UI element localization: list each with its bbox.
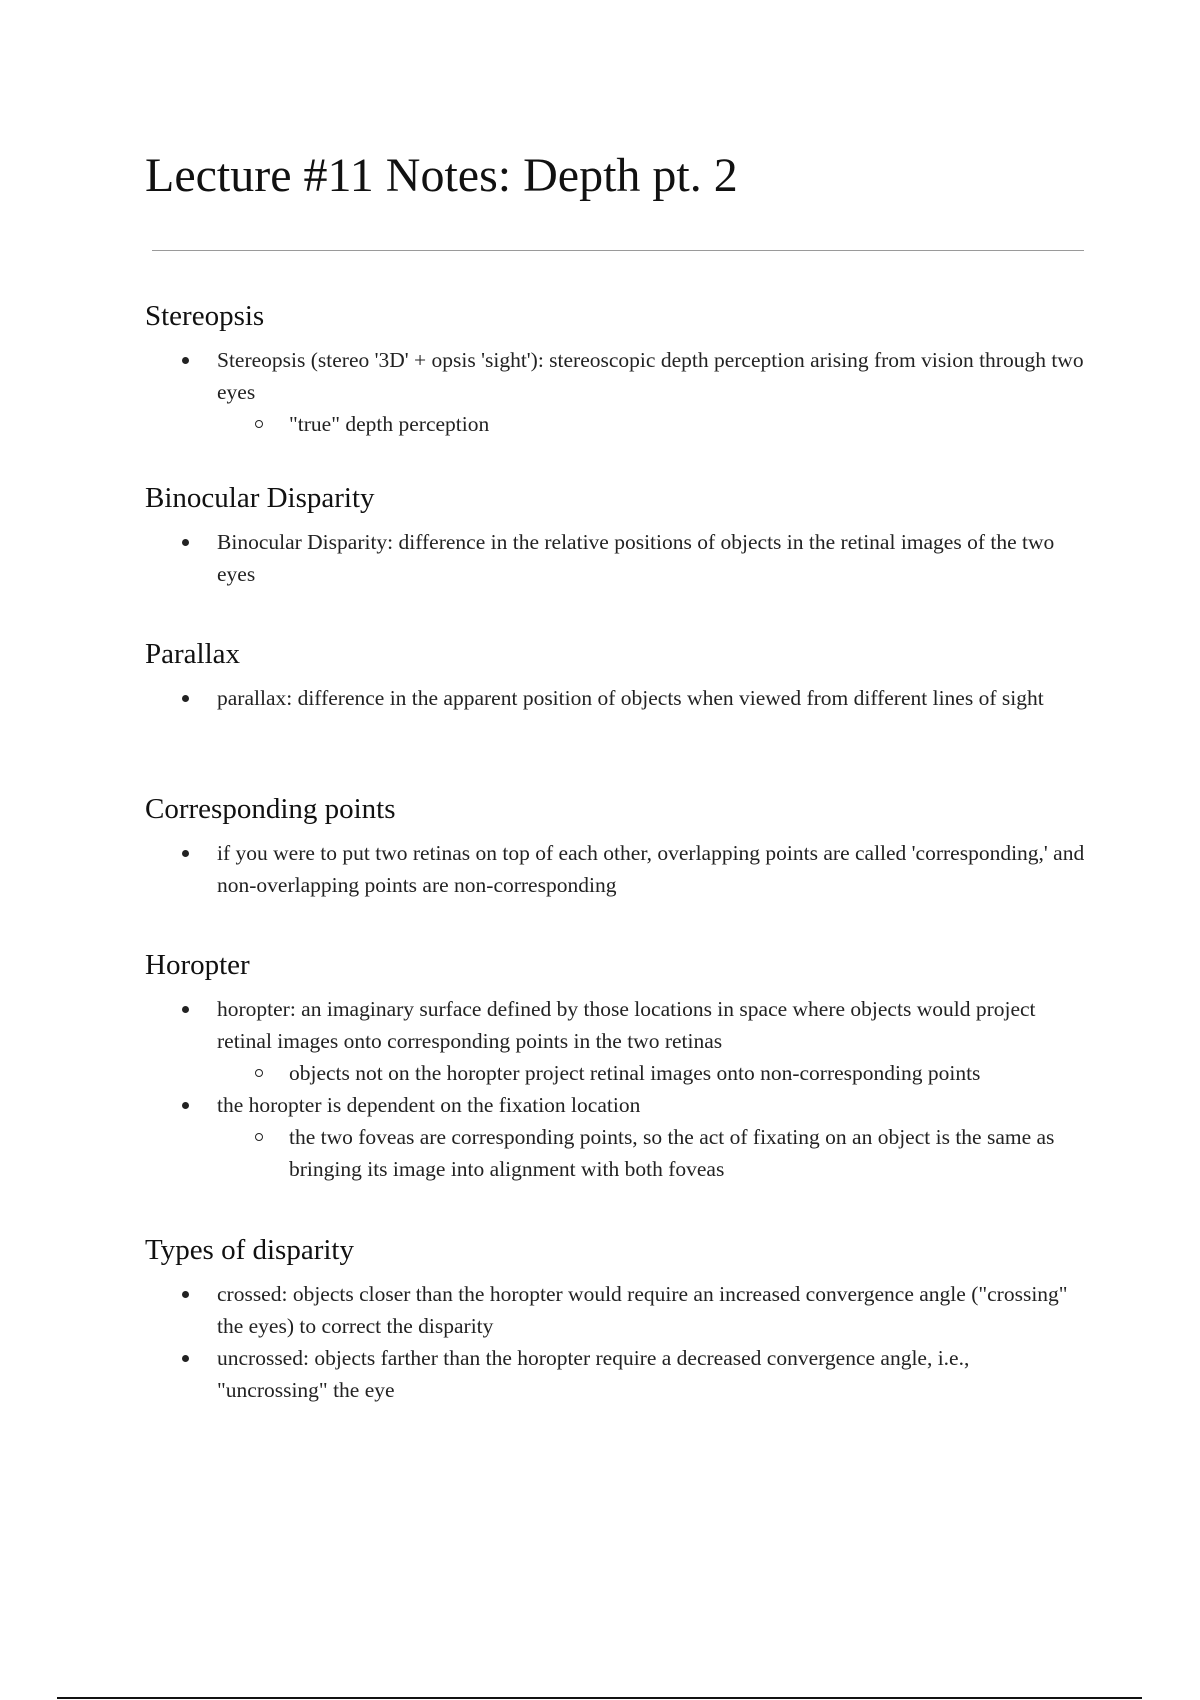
list-item <box>145 682 1085 714</box>
section-heading: Binocular Disparity <box>145 482 375 514</box>
hollow-bullet-icon <box>255 1133 263 1141</box>
bullet-list <box>145 344 1085 440</box>
bullet-icon <box>182 539 189 546</box>
list-item-text: uncrossed: objects farther than the horopter require a decreased convergence angle, i.e., "uncrossing" the eye <box>217 1346 970 1402</box>
list-item <box>145 993 1085 1089</box>
sub-list-item-text: objects not on the horopter project retinal images onto non-corresponding points <box>289 1061 981 1085</box>
list-item <box>145 1342 1085 1406</box>
list-item-text: the horopter is dependent on the fixation location <box>217 1093 641 1117</box>
sub-list-item-text: "true" depth perception <box>289 412 490 436</box>
hollow-bullet-icon <box>255 1069 263 1077</box>
list-item-text: Stereopsis (stereo '3D' + opsis 'sight'): stereoscopic depth perception arising from vision through two eyes <box>217 348 1084 404</box>
page-bottom-rule <box>57 1697 1142 1699</box>
list-item-text: parallax: difference in the apparent position of objects when viewed from different lines of sight <box>217 686 1044 710</box>
list-item <box>145 526 1085 590</box>
sub-bullet-list <box>217 1057 1085 1089</box>
title-divider <box>152 250 1084 251</box>
sub-bullet-list <box>217 408 1085 440</box>
section-heading: Stereopsis <box>145 300 265 332</box>
section-heading: Horopter <box>145 949 250 981</box>
bullet-icon <box>182 695 189 702</box>
bullet-icon <box>182 1102 189 1109</box>
section-heading: Parallax <box>145 638 241 670</box>
sub-list-item <box>217 408 1085 440</box>
list-item-text: horopter: an imaginary surface defined by those locations in space where objects would project retinal images onto corresponding points in the two retinas <box>217 997 1036 1053</box>
sub-bullet-list <box>217 1121 1085 1185</box>
list-item-text: crossed: objects closer than the horopter would require an increased convergence angle ("crossing" the eyes) to correct the disparity <box>217 1282 1068 1338</box>
bullet-list <box>145 837 1085 901</box>
bullet-list <box>145 682 1085 714</box>
list-item <box>145 1089 1085 1185</box>
bullet-list <box>145 526 1085 590</box>
section-corresponding-points <box>145 791 1085 901</box>
list-item-text: if you were to put two retinas on top of each other, overlapping points are called 'corresponding,' and non-overlapping points are non-corresponding <box>217 841 1085 897</box>
section-horopter <box>145 947 1085 1185</box>
bullet-icon <box>182 1355 189 1362</box>
section-types-of-disparity <box>145 1232 1085 1406</box>
bullet-icon <box>182 1291 189 1298</box>
hollow-bullet-icon <box>255 420 263 428</box>
bullet-list <box>145 1278 1085 1406</box>
list-item <box>145 837 1085 901</box>
bullet-icon <box>182 357 189 364</box>
bullet-icon <box>182 1006 189 1013</box>
section-heading: Corresponding points <box>145 793 396 825</box>
sub-list-item <box>217 1121 1085 1185</box>
section-binocular-disparity <box>145 480 1085 590</box>
page-title: Lecture #11 Notes: Depth pt. 2 <box>145 149 738 202</box>
list-item <box>145 344 1085 440</box>
bullet-list <box>145 993 1085 1185</box>
list-item <box>145 1278 1085 1342</box>
section-heading: Types of disparity <box>145 1234 354 1266</box>
section-stereopsis <box>145 298 1085 440</box>
sub-list-item <box>217 1057 1085 1089</box>
sub-list-item-text: the two foveas are corresponding points, so the act of fixating on an object is the same as bringing its image into alignment with both foveas <box>289 1125 1055 1181</box>
list-item-text: Binocular Disparity: difference in the relative positions of objects in the retinal images of the two eyes <box>217 530 1055 586</box>
section-parallax <box>145 636 1085 714</box>
bullet-icon <box>182 850 189 857</box>
